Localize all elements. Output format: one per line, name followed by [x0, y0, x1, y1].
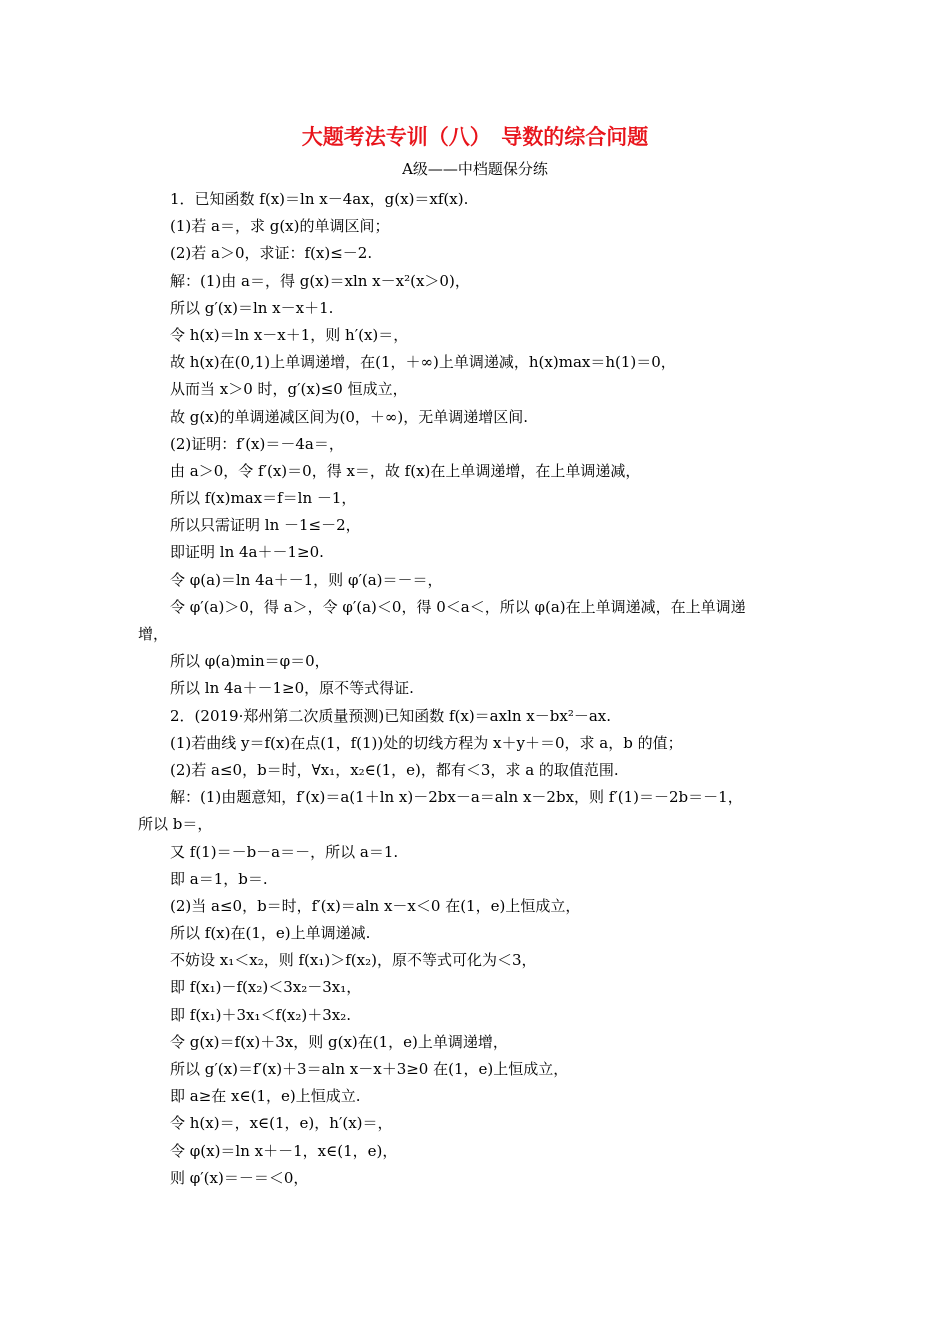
- text-line: 1．已知函数 f(x)＝ln x－4ax，g(x)＝xf(x).: [170, 190, 469, 208]
- text-line: 故 h(x)在(0,1)上单调递增，在(1，＋∞)上单调递减，h(x)max＝h(1)＝0，: [170, 353, 676, 372]
- text-line: 又 f(1)＝－b－a＝－，所以 a＝1.: [170, 842, 399, 861]
- text-line: (2)当 a≤0，b＝时，f′(x)＝aln x－x＜0 在(1，e)上恒成立，: [170, 896, 581, 915]
- document-title: 大题考法专训（八） 导数的综合问题: [301, 125, 649, 149]
- document-body: [138, 186, 828, 1192]
- text-line: 所以只需证明 ln －1≤－2，: [170, 516, 361, 535]
- text-line: 不妨设 x₁＜x₂，则 f(x₁)＞f(x₂)，原不等式可化为＜3，: [170, 951, 537, 970]
- text-line: 即证明 ln 4a＋－1≥0.: [170, 543, 324, 562]
- text-line: 所以 φ(a)min＝φ＝0，: [170, 652, 330, 671]
- text-line: 令 φ(x)＝ln x＋－1，x∈(1，e)，: [170, 1141, 398, 1160]
- text-line: 令 φ′(a)＞0，得 a＞，令 φ′(a)＜0，得 0＜a＜，所以 φ(a)在上单调递减，在上单调递: [170, 597, 746, 616]
- text-line: 即 a＝1，b＝.: [170, 869, 268, 888]
- text-line: 即 f(x₁)＋3x₁＜f(x₂)＋3x₂.: [170, 1005, 352, 1024]
- text-line: 解：(1)由 a＝，得 g(x)＝xln x－x²(x＞0)，: [170, 271, 470, 290]
- text-line: 令 φ(a)＝ln 4a＋－1，则 φ′(a)＝－＝，: [170, 570, 443, 589]
- text-line: 故 g(x)的单调递减区间为(0，＋∞)，无单调递增区间.: [170, 407, 529, 426]
- text-line: 所以 b＝，: [138, 815, 213, 834]
- text-line: (2)若 a≤0，b＝时，∀x₁，x₂∈(1，e)，都有＜3，求 a 的取值范围.: [170, 760, 619, 779]
- text-line: 令 h(x)＝ln x－x＋1，则 h′(x)＝，: [170, 325, 409, 344]
- text-line: 所以 g′(x)＝f′(x)＋3＝aln x－x＋3≥0 在(1，e)上恒成立，: [170, 1060, 569, 1078]
- text-line: 2．(2019·郑州第二次质量预测)已知函数 f(x)＝axln x－bx²－ax.: [170, 706, 612, 725]
- text-line: 由 a＞0，令 f′(x)＝0，得 x＝，故 f(x)在上单调递增，在上单调递减，: [170, 461, 641, 480]
- text-line: 解：(1)由题意知，f′(x)＝a(1＋ln x)－2bx－a＝aln x－2bx，则 f′(1)＝－2b＝－1，: [170, 788, 743, 807]
- text-line: 增，: [138, 625, 169, 643]
- text-line: 令 g(x)＝f(x)＋3x，则 g(x)在(1，e)上单调递增，: [170, 1032, 508, 1051]
- text-line: (2)证明：f′(x)＝－4a＝，: [170, 434, 344, 453]
- text-line: (2)若 a＞0，求证：f(x)≤－2.: [170, 244, 373, 263]
- text-line: 所以 f(x)max＝f＝ln －1，: [170, 489, 357, 508]
- text-line: 所以 f(x)在(1，e)上单调递减.: [170, 924, 371, 943]
- text-line: (1)若曲线 y＝f(x)在点(1，f(1))处的切线方程为 x＋y＋＝0，求 a，b 的值；: [170, 733, 683, 752]
- text-line: (1)若 a＝，求 g(x)的单调区间；: [170, 217, 390, 236]
- text-line: 则 φ′(x)＝－＝＜0，: [170, 1168, 309, 1187]
- text-line: 即 a≥在 x∈(1，e)上恒成立.: [170, 1087, 361, 1106]
- text-line: 令 h(x)＝，x∈(1，e)，h′(x)＝，: [170, 1114, 393, 1133]
- text-line: 即 f(x₁)－f(x₂)＜3x₂－3x₁，: [170, 978, 362, 997]
- text-line: 从而当 x＞0 时，g′(x)≤0 恒成立，: [170, 380, 408, 399]
- text-line: 所以 ln 4a＋－1≥0，原不等式得证.: [170, 679, 414, 698]
- text-line: 所以 g′(x)＝ln x－x＋1.: [170, 298, 334, 317]
- section-subtitle: A级——中档题保分练: [402, 160, 548, 178]
